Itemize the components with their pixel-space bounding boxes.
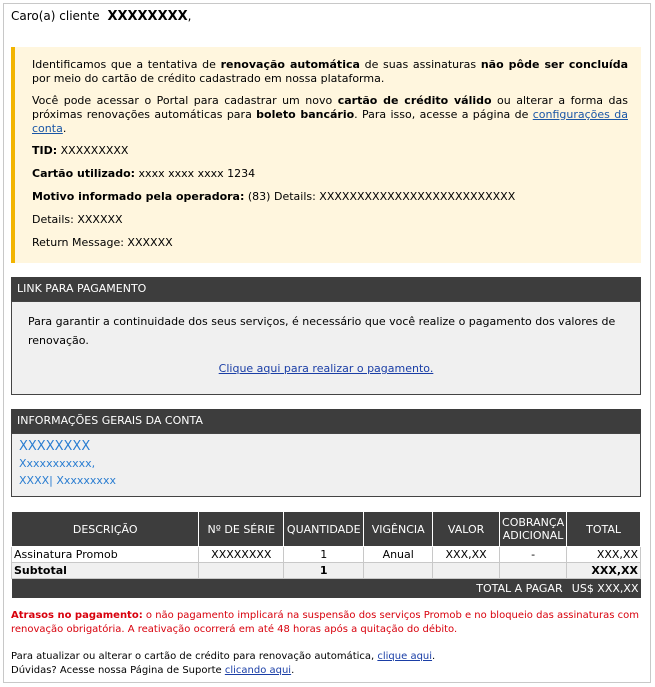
total-label: TOTAL A PAGAR: [12, 579, 567, 599]
pay-now-link[interactable]: Clique aqui para realizar o pagamento.: [218, 362, 434, 375]
support-link[interactable]: clicando aqui: [224, 665, 292, 676]
cell-additional-charge: -: [500, 547, 567, 563]
alert-text: Você pode acessar o Portal para cadastrar um novo: [32, 94, 338, 107]
alert-bold: boleto bancário: [256, 108, 355, 121]
total-value: US$ XXX,XX: [567, 579, 641, 599]
account-address: Xxxxxxxxxxx,: [19, 457, 96, 470]
header-total: TOTAL: [567, 512, 641, 547]
cell-serial: XXXXXXXX: [199, 547, 284, 563]
renewal-failed-alert: [11, 47, 641, 263]
order-table: [11, 511, 641, 598]
greeting-prefix: Caro(a) cliente: [11, 9, 100, 23]
account-info-box: [11, 433, 641, 497]
alert-bold: renovação automática: [220, 58, 360, 71]
details-label: Details:: [32, 213, 74, 226]
tid-value: XXXXXXXXX: [60, 144, 129, 157]
table-row: [12, 547, 641, 563]
update-card-line: [11, 650, 641, 664]
card-value: xxxx xxxx xxxx 1234: [138, 167, 256, 180]
subtotal-empty: [364, 563, 433, 579]
total-row: [12, 579, 641, 599]
details-row: [32, 213, 628, 227]
alert-bold: não pôde ser concluída: [480, 58, 628, 71]
card-label: Cartão utilizado:: [32, 167, 136, 180]
reason-label: Motivo informado pela operadora:: [32, 190, 245, 203]
customer-name: XXXXXXXX: [107, 9, 188, 24]
alert-text: de suas assinaturas: [359, 58, 481, 71]
late-payment-text: o não pagamento implicará na suspensão dos serviços Promob e no bloqueio das assinaturas com renovação obrigatória. A reativação ocorrerá em até 48 horas após a quitação do débito.: [11, 610, 640, 635]
details-value: XXXXXX: [77, 213, 123, 226]
account-info: [12, 434, 640, 489]
header-serial: Nº DE SÉRIE: [199, 512, 284, 547]
header-additional-charge: COBRANÇA ADICIONAL: [500, 512, 567, 547]
header-value: VALOR: [433, 512, 500, 547]
account-settings-link[interactable]: configurações da conta: [32, 108, 628, 135]
subtotal-total: XXX,XX: [567, 563, 641, 579]
subtotal-quantity: 1: [284, 563, 364, 579]
account-name: XXXXXXXX: [19, 439, 91, 454]
alert-text: por meio do cartão de crédito cadastrado em nossa plataforma.: [32, 72, 385, 85]
card-row: [32, 167, 628, 181]
support-text: Dúvidas? Acesse nossa Página de Suporte: [11, 665, 225, 676]
update-card-end: .: [432, 651, 436, 662]
table-header-row: [12, 512, 641, 547]
header-quantity: QUANTIDADE: [284, 512, 364, 547]
subtotal-row: [12, 563, 641, 579]
payment-section-header: LINK PARA PAGAMENTO: [11, 277, 641, 301]
tid-row: [32, 144, 628, 158]
support-line: [11, 664, 641, 678]
alert-text: .: [62, 122, 67, 135]
alert-text: ou alterar a forma das próximas renovações automáticas para: [32, 94, 628, 121]
subtotal-empty: [500, 563, 567, 579]
update-card-text: Para atualizar ou alterar o cartão de crédito para renovação automática,: [11, 651, 378, 662]
return-message-label: Return Message:: [32, 236, 124, 249]
cell-value: XXX,XX: [433, 547, 500, 563]
greeting-suffix: ,: [187, 9, 192, 23]
footer-links: [11, 650, 641, 678]
alert-text: Identificamos que a tentativa de: [32, 58, 221, 71]
subtotal-empty: [199, 563, 284, 579]
header-term: VIGÊNCIA: [364, 512, 433, 547]
late-payment-note: [11, 609, 641, 637]
return-message-value: XXXXXX: [127, 236, 173, 249]
cell-description: Assinatura Promob: [12, 547, 199, 563]
update-card-link[interactable]: clique aqui: [377, 651, 433, 662]
alert-paragraph-2: [32, 94, 628, 136]
cell-total: XXX,XX: [567, 547, 641, 563]
payment-box: [11, 301, 641, 395]
alert-paragraph-1: [32, 58, 628, 86]
support-end: .: [291, 665, 295, 676]
subtotal-empty: [433, 563, 500, 579]
greeting: [11, 9, 191, 24]
header-description: DESCRIÇÃO: [12, 512, 199, 547]
subtotal-label: Subtotal: [12, 563, 199, 579]
alert-text: . Para isso, acesse a página de: [354, 108, 533, 121]
return-message-row: [32, 236, 628, 250]
reason-row: [32, 190, 628, 204]
cell-quantity: 1: [284, 547, 364, 563]
reason-value: (83) Details: XXXXXXXXXXXXXXXXXXXXXXXXXX: [247, 190, 516, 203]
alert-bold: cartão de crédito válido: [337, 94, 492, 107]
account-section-header: INFORMAÇÕES GERAIS DA CONTA: [11, 409, 641, 433]
payment-text: Para garantir a continuidade dos seus serviços, é necessário que você realize o pagamento dos valores de renovação.: [28, 315, 616, 347]
cell-term: Anual: [364, 547, 433, 563]
late-payment-label: Atrasos no pagamento:: [11, 610, 143, 621]
account-location: XXXX| Xxxxxxxxx: [19, 474, 116, 487]
tid-label: TID:: [32, 144, 58, 157]
